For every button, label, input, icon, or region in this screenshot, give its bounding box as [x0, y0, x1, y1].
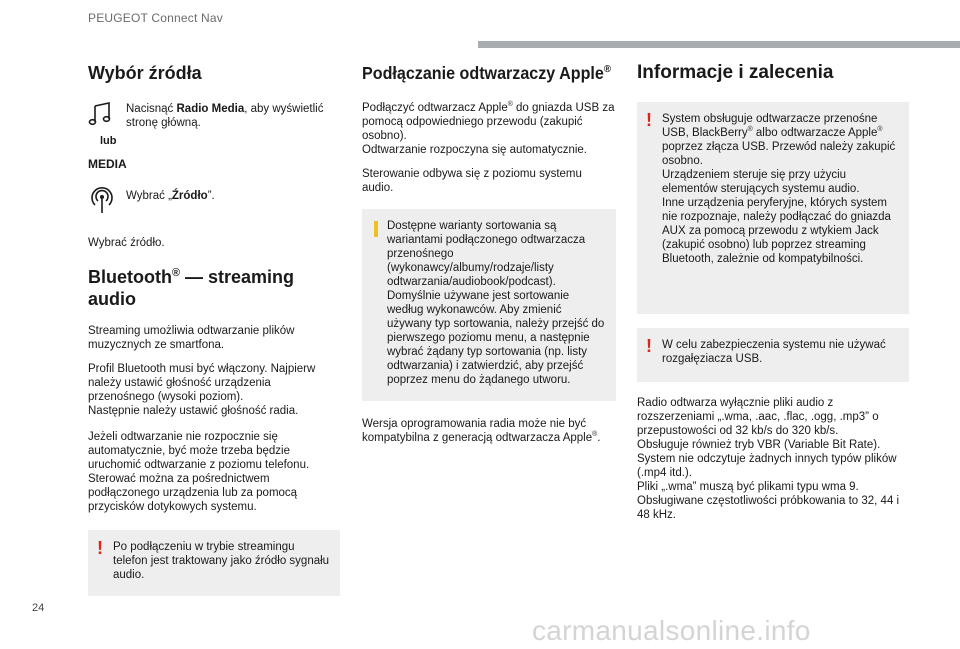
bt-warning-note: ! Po podłączeniu w trybie streamingu telefon jest traktowany jako źródło sygnału audio. — [88, 530, 340, 596]
info-marker-icon — [374, 221, 378, 237]
apple-paragraph-1: Podłączyć odtwarzacz Apple® do gniazda USB za pomocą odpowiedniego przewodu (zakupić osobno). Odtwarzanie rozpoczyna się automatycznie. — [362, 101, 615, 156]
step-radio-media — [88, 102, 340, 147]
warning-exclamation-icon: ! — [646, 110, 652, 130]
bt-paragraph-1: Streaming umożliwia odtwarzanie plików muzycznych ze smartfona. — [88, 325, 295, 351]
section-title-apple: Podłączanie odtwarzaczy Apple® — [362, 63, 612, 83]
or-label: lub — [100, 135, 117, 147]
column-source-selection — [88, 62, 340, 596]
music-note-icon — [88, 113, 114, 130]
warning-exclamation-icon: ! — [646, 336, 652, 356]
info-warning-note-2: ! W celu zabezpieczenia systemu nie używać rozgałęziacza USB. — [637, 328, 909, 382]
apple-info-note: Dostępne warianty sortowania są wariantami podłączonego odtwarzacza przenośnego (wykonawcy/albumy/rodzaje/listy odtwarzania/audiobook/podcast). Domyślnie używane jest sortowanie według wykonawców. Aby zmienić używany typ sortowania, należy przejść do pierwszego poziomu menu, a następnie wybrać żądany typ sortowania (np. listy odtwarzania) i zatwierdzić, aby przejść poprzez menu do żądanego utworu. — [362, 209, 616, 401]
radio-signal-icon — [88, 202, 116, 219]
warning-exclamation-icon: ! — [97, 538, 103, 558]
media-button-label: MEDIA — [88, 157, 127, 171]
section-title-bluetooth: Bluetooth® — streaming audio — [88, 267, 294, 309]
bt-paragraph-3: Jeżeli odtwarzanie nie rozpocznie się automatycznie, być może trzeba będzie uruchomić odtwarzanie z poziomu telefonu. Sterować można za pośrednictwem podłączonego urządzenia lub za pomocą przycisków dotykowych systemu. — [88, 431, 310, 513]
column-info — [637, 62, 909, 522]
apple-paragraph-3: Wersja oprogramowania radia może nie być kompatybilna z generacją odtwarzacza Apple®. — [362, 418, 601, 444]
apple-paragraph-2: Sterowanie odbywa się z poziomu systemu audio. — [362, 168, 582, 194]
header-title: PEUGEOT Connect Nav — [88, 11, 223, 25]
page-number: 24 — [32, 602, 45, 614]
info-warning-note-1: ! System obsługuje odtwarzacze przenośne USB, BlackBerry® albo odtwarzacze Apple® poprzez złącza USB. Przewód należy zakupić osobno. Urządzeniem steruje się przy użyciu elementów sterujących systemu audio. Inne urządzenia peryferyjne, których system nie rozpoznaje, należy podłączać do gniazda AUX za pomocą przewodu z wtykiem Jack (zakupić osobno) lub poprzez streaming Bluetooth, zależnie od kompatybilności. — [637, 102, 909, 314]
section-title-source: Wybór źródła — [88, 63, 202, 83]
step-select-source-text: Wybrać „Źródło”. — [126, 190, 215, 202]
watermark: carmanualsonline.info — [532, 615, 811, 646]
bt-paragraph-2: Profil Bluetooth musi być włączony. Najpierw należy ustawić głośność urządzenia przenośnego (wysoki poziom). Następnie należy ustawić głośność radia. — [88, 363, 316, 417]
select-source-text: Wybrać źródło. — [88, 237, 165, 249]
section-title-info: Informacje i zalecenia — [637, 62, 834, 83]
info-paragraphs: Radio odtwarza wyłącznie pliki audio z rozszerzeniami „.wma, .aac, .flac, .ogg, .mp3” o przepustowości od 32 kb/s do 320 kb/s. Obsługuje również tryb VBR (Variable Bit Rate). System nie odczytuje żadnych innych typów plików (.mp4 itd.). Pliki „.wma” muszą być plikami typu wma 9. Obsługiwane częstotliwości próbkowania to 32, 44 i 48 kHz. — [637, 397, 900, 521]
header-bar — [478, 41, 960, 48]
column-apple — [362, 62, 616, 445]
step-radio-media-text: Nacisnąć Radio Media, aby wyświetlić stronę główną. — [126, 103, 324, 129]
step-select-source — [88, 185, 340, 220]
